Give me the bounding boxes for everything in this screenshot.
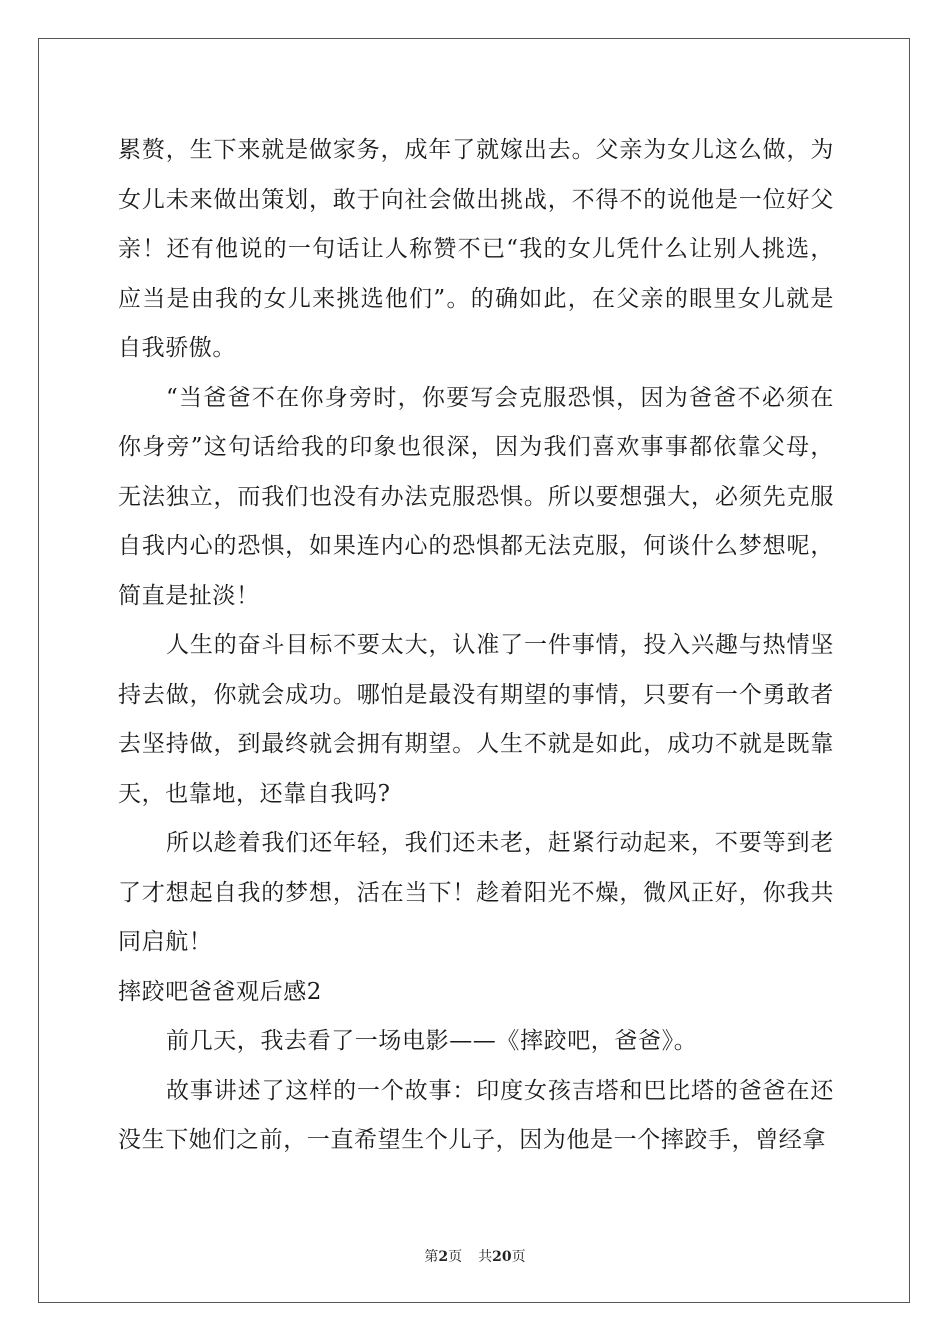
total-suffix: 页: [511, 1249, 526, 1265]
paragraph: 所以趁着我们还年轻，我们还未老，赶紧行动起来，不要等到老了才想起自我的梦想，活在当下！趁着阳光不燥，微风正好，你我共同启航！: [118, 830, 834, 955]
page-footer: [0, 1246, 950, 1266]
total-pages: 20: [492, 1249, 512, 1265]
paragraph: 故事讲述了这样的一个故事：印度女孩吉塔和巴比塔的爸爸在还没生下她们之前，一直希望生个儿子，因为他是一个摔跤手，曾经拿: [118, 1077, 834, 1153]
document-body: [118, 126, 834, 1166]
paragraph: 人生的奋斗目标不要太大，认准了一件事情，投入兴趣与热情坚持去做，你就会成功。哪怕是最没有期望的事情，只要有一个勇敢者去坚持做，到最终就会拥有期望。人生不就是如此，成功不就是既靠天，也靠地，还靠自我吗?: [118, 632, 834, 807]
total-prefix: 共: [478, 1249, 493, 1265]
paragraph: 累赘，生下来就是做家务，成年了就嫁出去。父亲为女儿这么做，为女儿未来做出策划，敢于向社会做出挑战，不得不的说他是一位好父亲！还有他说的一句话让人称赞不已“我的女儿凭什么让别人挑选，应当是由我的女儿来挑选他们”。的确如此，在父亲的眼里女儿就是自我骄傲。: [118, 137, 834, 361]
page-number: 2: [438, 1249, 449, 1265]
paragraph: “当爸爸不在你身旁时，你要写会克服恐惧，因为爸爸不必须在你身旁”这句话给我的印象也很深，因为我们喜欢事事都依靠父母，无法独立，而我们也没有办法克服恐惧。所以要想强大，必须先克服自我内心的恐惧，如果连内心的恐惧都无法克服，何谈什么梦想呢，简直是扯淡！: [118, 384, 834, 609]
page-prefix: 第: [424, 1249, 439, 1265]
paragraph: 前几天，我去看了一场电影——《摔跤吧，爸爸》。: [166, 1028, 698, 1054]
page-suffix: 页: [448, 1249, 463, 1265]
section-heading: 摔跤吧爸爸观后感2: [118, 978, 323, 1005]
